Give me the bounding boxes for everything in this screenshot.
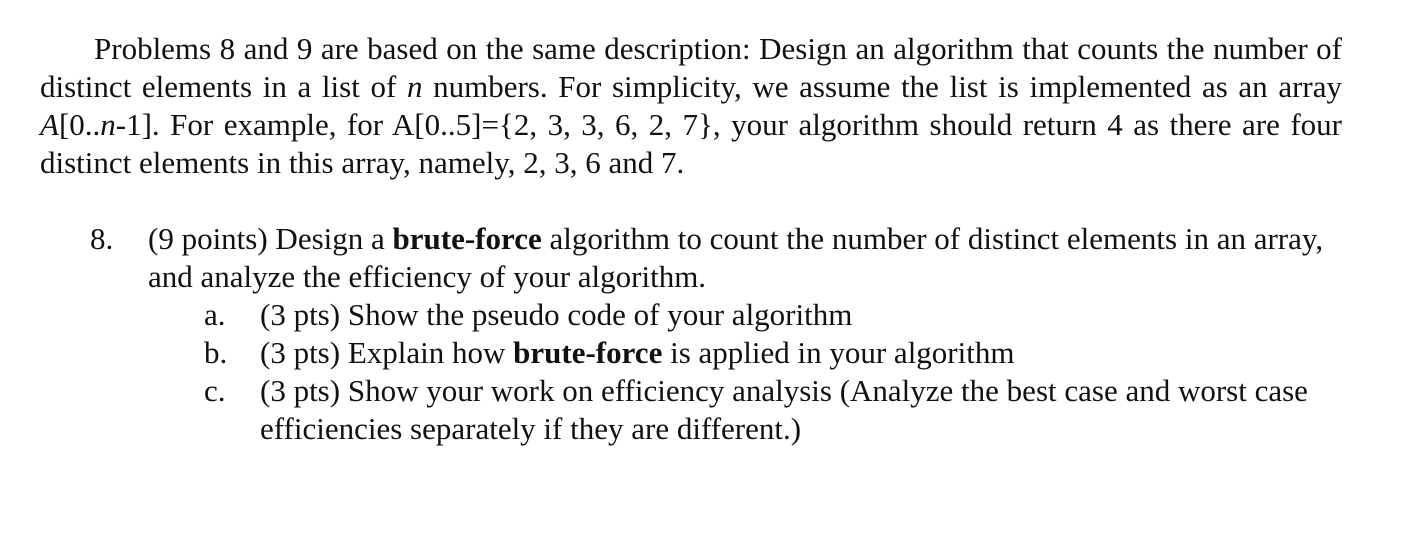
question-text-before: (9 points) Design a xyxy=(148,221,393,256)
question-8 xyxy=(90,220,1330,448)
subpart-marker: b. xyxy=(204,335,228,370)
array-range-end: -1] xyxy=(115,107,152,142)
array-range-start: [0.. xyxy=(58,107,101,142)
intro-text-1: Problems 8 and 9 are based on the same description: Design an algorithm that counts the number of distinct elements in a list of xyxy=(40,31,1342,104)
intro-text-2: numbers. For simplicity, we assume the list is implemented as an array xyxy=(422,69,1342,104)
subpart-text: (3 pts) Show your work on efficiency analysis (Analyze the best case and worst case efficiencies separately if they are different.) xyxy=(260,373,1308,446)
array-range-n: n xyxy=(100,107,116,142)
question-bold-term: brute-force xyxy=(392,221,542,256)
question-8-text xyxy=(148,220,1330,296)
subparts-list xyxy=(200,296,1330,448)
problem-description xyxy=(40,30,1342,182)
subpart-c xyxy=(200,372,1330,448)
question-8-header xyxy=(90,220,1330,296)
subpart-text: (3 pts) Show the pseudo code of your algorithm xyxy=(260,297,853,332)
variable-n: n xyxy=(406,69,423,104)
subpart-a xyxy=(200,296,1330,334)
subpart-marker: c. xyxy=(204,373,226,408)
subpart-marker: a. xyxy=(204,297,226,332)
question-number: 8. xyxy=(90,221,114,256)
subpart-text-after: is applied in your algorithm xyxy=(662,335,1015,370)
subpart-b xyxy=(200,334,1330,372)
subpart-text xyxy=(260,334,1330,372)
intro-text-3: . For example, for A[0..5]={2, 3, 3, 6, 2, 7}, your algorithm should return 4 as there are four distinct elements in this array, namely, 2, 3, 6 and 7. xyxy=(40,107,1342,180)
question-text-after: algorithm to count the number of distinct elements in an array, and analyze the efficiency of your algorithm. xyxy=(148,221,1324,294)
subpart-bold-term: brute-force xyxy=(513,335,663,370)
subpart-text-before: (3 pts) Explain how xyxy=(260,335,514,370)
array-name: A xyxy=(40,107,59,142)
